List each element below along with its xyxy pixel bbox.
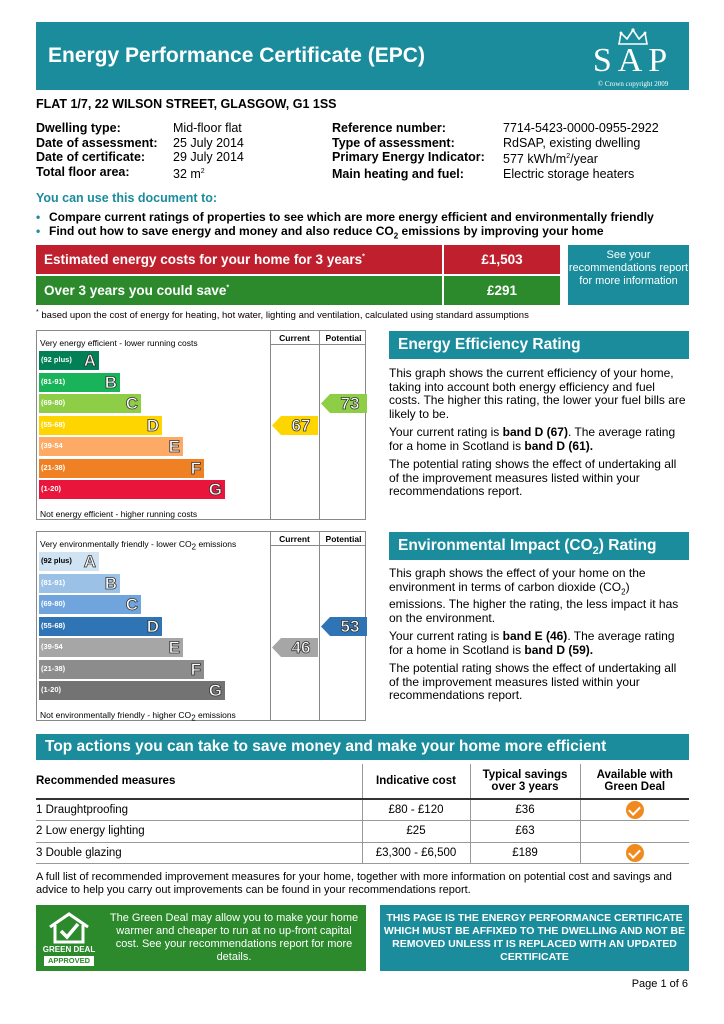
- current-header: Current: [279, 333, 310, 343]
- detail-row: [332, 150, 659, 167]
- band-range: (39-54: [41, 441, 63, 450]
- green-deal-cell: [580, 842, 689, 864]
- potential-rating-arrow: [321, 617, 367, 636]
- band-letter: E: [168, 638, 180, 657]
- sap-logo-text: SAP: [592, 42, 674, 79]
- band-range: (69-80): [41, 599, 66, 608]
- green-deal-text: The Green Deal may allow you to make your home warmer and cheaper to run at no up-front capital cost. See your recommendations report for more details.: [109, 912, 359, 963]
- use-title: You can use this document to:: [36, 191, 218, 205]
- chart-bottom-label: Not environmentally friendly - higher $CO_2$ emissions: [40, 710, 236, 723]
- detail-row: [36, 165, 244, 182]
- band-letter: D: [146, 415, 159, 435]
- see-recommendations-box: See your recommendations report for more information: [568, 245, 689, 305]
- table-row: [36, 821, 689, 843]
- band-letter: B: [104, 573, 117, 593]
- potential-rating-arrow: [321, 394, 367, 413]
- table-row: [36, 799, 689, 821]
- detail-label: Type of assessment:: [332, 135, 455, 150]
- table-row: [36, 842, 689, 864]
- saving-cell: £63: [470, 821, 580, 843]
- band-range: (81-91): [41, 577, 66, 587]
- band-letter: A: [83, 552, 96, 571]
- rating-band-d: [39, 617, 162, 636]
- rating-value: 73: [340, 394, 360, 413]
- recommended-measures-table: [36, 764, 689, 864]
- band-range: (39-54: [41, 642, 63, 651]
- detail-label: Reference number:: [332, 121, 446, 135]
- tick-icon: [626, 844, 644, 862]
- band-letter: D: [146, 616, 159, 636]
- page-title: Energy Performance Certificate (EPC): [48, 44, 425, 67]
- cost-cell: £80 - £120: [362, 799, 470, 821]
- energy-efficiency-chart: [36, 330, 366, 520]
- savings-value: £291: [444, 276, 560, 305]
- measure-cell: 1 Draughtproofing: [36, 799, 362, 821]
- band-range: (21-38): [41, 462, 66, 472]
- detail-value: Mid-floor flat: [173, 121, 242, 135]
- rating-band-c: [39, 394, 141, 413]
- detail-label: Dwelling type:: [36, 121, 121, 135]
- rating-value: 53: [340, 616, 360, 636]
- band-letter: F: [190, 659, 201, 679]
- detail-label: Primary Energy Indicator:: [332, 150, 485, 164]
- savings-label: Over 3 years you could save*: [36, 276, 442, 305]
- column-header: Typical savings over 3 years: [470, 764, 580, 799]
- detail-row: [332, 167, 659, 182]
- detail-label: Main heating and fuel:: [332, 166, 464, 181]
- rating-band-e: [39, 437, 183, 456]
- detail-row: [332, 121, 659, 136]
- band-range: (55-68): [41, 620, 66, 630]
- detail-row: [36, 136, 244, 151]
- band-letter: E: [168, 437, 180, 456]
- current-rating-arrow: [272, 638, 318, 657]
- detail-value: RdSAP, existing dwelling: [503, 135, 641, 150]
- band-letter: F: [190, 458, 201, 478]
- measure-cell: 2 Low energy lighting: [36, 821, 362, 843]
- detail-value: 7714-5423-0000-0955-2922: [503, 121, 659, 135]
- saving-cell: £189: [470, 842, 580, 864]
- details-left: [36, 121, 244, 181]
- ee-rating-text: This graph shows the current efficiency of your home, taking into account both energy efficiency and fuel costs. The higher this rating, the lower your fuel bills are likely to be. Your current rating is band D (67). The average rating for a home in Scotland is band D (61). The potential rating shows the effect of undertaking all of the improvement measures listed within your recommendations report.: [389, 366, 686, 498]
- chart-top-label: Very environmentally friendly - lower $CO_2$ emissions: [40, 539, 237, 552]
- table-header-row: [36, 764, 689, 799]
- chart-bottom-label: Not energy efficient - higher running costs: [40, 509, 198, 519]
- potential-header: Potential: [325, 333, 362, 343]
- rating-band-f: [39, 459, 204, 478]
- ei-rating-text: This graph shows the effect of your home on the environment in terms of carbon dioxide $(CO_2)$ emissions. The higher the rating, the less impact it has on the environment. Your current rating is band E (46). The average rating for a home in Scotland is band D (59). The potential rating shows the effect of undertaking all of the improvement measures listed within your recommendations report.: [389, 566, 679, 703]
- ee-rating-title: Energy Efficiency Rating: [389, 331, 689, 359]
- band-letter: G: [208, 480, 222, 499]
- estimated-cost-value: £1,503: [444, 245, 560, 274]
- page-number: Page 1 of 6: [631, 978, 688, 990]
- full-list-note: A full list of recommended improvement measures for your home, together with more information on potential cost and savings and advice to help you carry out improvements can be found in your recommendations report.: [36, 871, 672, 896]
- potential-header: Potential: [325, 534, 362, 544]
- detail-row: [36, 121, 244, 136]
- detail-value: 577 kWh/$m^2$/year: [503, 152, 598, 167]
- detail-value: 25 July 2014: [173, 135, 244, 150]
- band-range: (92 plus): [41, 556, 72, 565]
- band-letter: B: [104, 372, 117, 392]
- bullet-item: • Find out how to save energy and money and also reduce $CO_2$ emissions by improving your home: [36, 224, 604, 241]
- crown-copyright: © Crown copyright 2009: [597, 80, 669, 88]
- cost-cell: £3,300 - £6,500: [362, 842, 470, 864]
- green-deal-box: [36, 905, 366, 971]
- column-header: Recommended measures: [36, 764, 362, 799]
- measure-cell: 3 Double glazing: [36, 842, 362, 864]
- rating-band-d: [39, 416, 162, 435]
- detail-label: Date of assessment:: [36, 135, 158, 150]
- green-deal-cell: [580, 799, 689, 821]
- band-range: (1-20): [41, 484, 62, 493]
- rating-band-e: [39, 638, 183, 657]
- rating-band-a: [39, 552, 99, 571]
- detail-label: Total floor area:: [36, 164, 130, 179]
- affix-notice: THIS PAGE IS THE ENERGY PERFORMANCE CERTIFICATE WHICH MUST BE AFFIXED TO THE DWELLING AND NOT BE REMOVED UNLESS IT IS REPLACED WITH AN UPDATED CERTIFICATE: [380, 905, 689, 971]
- band-letter: C: [125, 394, 138, 413]
- band-letter: C: [125, 595, 138, 614]
- detail-label: Date of certificate:: [36, 150, 146, 164]
- epc-header: [36, 22, 689, 90]
- ei-rating-title: Environmental Impact $(CO_2)$ Rating: [389, 532, 689, 560]
- band-range: (1-20): [41, 685, 62, 694]
- green-deal-logo-line1: GREEN DEAL: [42, 945, 96, 954]
- top-actions-title: Top actions you can take to save money and make your home more efficient: [36, 734, 689, 760]
- band-letter: G: [208, 681, 222, 700]
- rating-band-c: [39, 595, 141, 614]
- use-bullets: [36, 210, 654, 243]
- band-letter: A: [83, 351, 96, 370]
- detail-value: 29 July 2014: [173, 150, 244, 164]
- current-header: Current: [279, 534, 310, 544]
- chart-top-label: Very energy efficient - lower running costs: [40, 338, 198, 348]
- column-header: Available with Green Deal: [580, 764, 689, 799]
- band-range: (69-80): [41, 398, 66, 407]
- column-header: Indicative cost: [362, 764, 470, 799]
- detail-value: 32 $m^2$: [173, 166, 205, 181]
- rating-value: 46: [291, 638, 311, 657]
- green-deal-logo: [40, 909, 98, 967]
- tick-icon: [626, 801, 644, 819]
- green-deal-logo-line2: APPROVED: [44, 956, 94, 966]
- environmental-impact-chart: [36, 531, 366, 721]
- cost-cell: £25: [362, 821, 470, 843]
- rating-band-a: [39, 351, 99, 370]
- detail-row: [332, 136, 659, 151]
- band-range: (55-68): [41, 419, 66, 429]
- detail-row: [36, 150, 244, 165]
- rating-value: 67: [291, 415, 311, 435]
- rating-band-g: [39, 480, 225, 499]
- rating-band-b: [39, 373, 120, 392]
- saving-cell: £36: [470, 799, 580, 821]
- band-range: (81-91): [41, 376, 66, 386]
- cost-footnote: * based upon the cost of energy for heating, hot water, lighting and ventilation, calculated using standard assumptions: [36, 309, 529, 322]
- rating-band-g: [39, 681, 225, 700]
- property-address: FLAT 1/7, 22 WILSON STREET, GLASGOW, G1 1SS: [36, 97, 337, 111]
- band-range: (21-38): [41, 663, 66, 673]
- rating-band-b: [39, 574, 120, 593]
- sap-logo: [585, 28, 681, 88]
- current-rating-arrow: [272, 416, 318, 435]
- band-range: (92 plus): [41, 355, 72, 364]
- green-deal-cell: [580, 821, 689, 843]
- details-right: [332, 121, 659, 181]
- estimated-cost-label: Estimated energy costs for your home for 3 years*: [36, 245, 442, 274]
- detail-value: Electric storage heaters: [503, 166, 635, 181]
- rating-band-f: [39, 660, 204, 679]
- bullet-item: • Compare current ratings of properties to see which are more energy efficient and environmentally friendly: [36, 210, 654, 224]
- house-tick-icon: [46, 911, 92, 945]
